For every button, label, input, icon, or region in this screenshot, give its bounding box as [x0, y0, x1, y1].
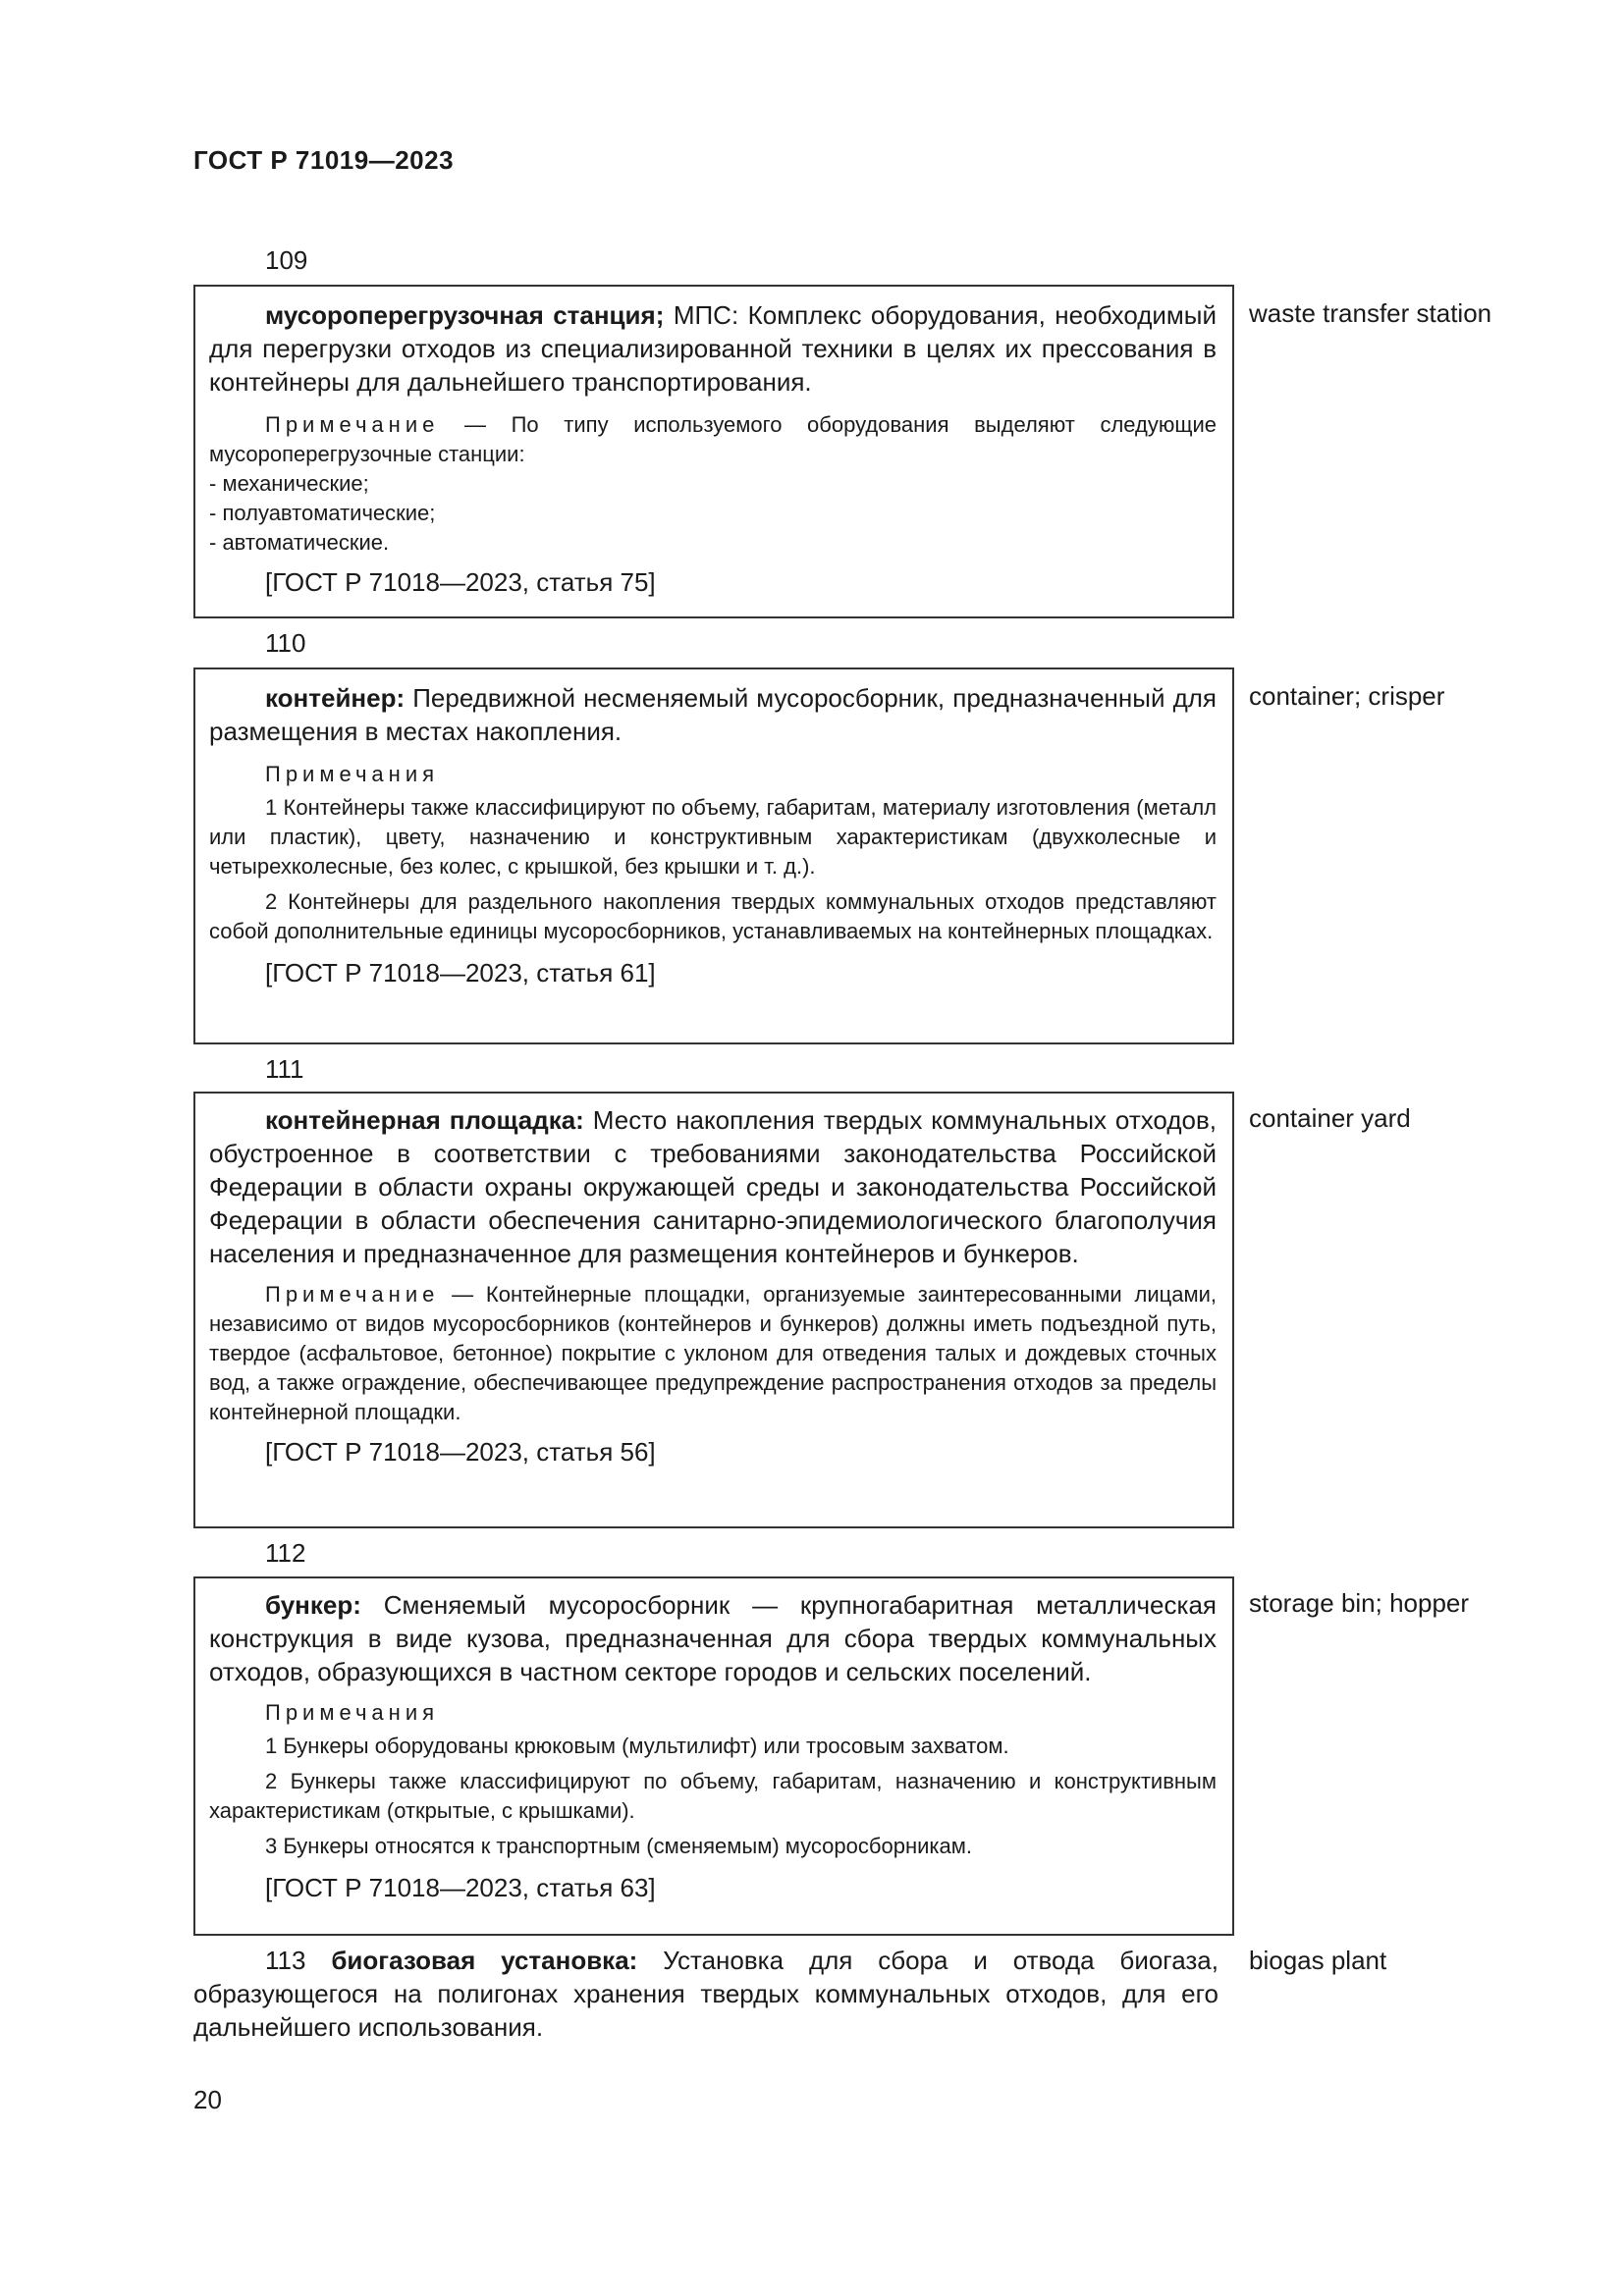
term-box [193, 667, 1234, 1044]
term-notes-heading [195, 760, 1232, 789]
english-equivalent: biogas plant [1249, 1946, 1387, 1975]
term-number: 111 [265, 1054, 304, 1084]
note-label: Примечания [265, 1700, 440, 1725]
term-definition: мусороперегрузочная станция; МПС: Комплекс оборудования, необходимый для перегрузки отходов из специализированной техники в целях их прессования в контейнеры для дальнейшего транспортирования. [209, 300, 1217, 397]
english-equivalent: container yard [1249, 1103, 1411, 1133]
term-notes-heading [195, 1698, 1232, 1728]
term-name: контейнер: [265, 683, 406, 713]
term-note: 2 Бункеры также классифицируют по объему, габаритам, назначению и конструктивным характеристикам (открытые, с крышками). [209, 1769, 1217, 1823]
term-name: мусороперегрузочная станция; [265, 300, 665, 330]
term-note: 1 Контейнеры также классифицируют по объему, габаритам, материалу изготовления (металл или пластик), цвету, назначению и конструктивным характеристикам (двухколесные и четырехколесные, без колес, с крышкой, без крышки и т. д.). [209, 795, 1217, 879]
term-box [193, 1576, 1234, 1936]
english-equivalent: waste transfer station [1249, 298, 1492, 328]
term-number: 112 [265, 1538, 306, 1568]
term-note: 3 Бункеры относятся к транспортным (сменяемым) мусоросборникам. [265, 1834, 972, 1858]
term-definition: 113 биогазовая установка: Установка для сбора и отвода биогаза, образующегося на полигонах хранения твердых коммунальных отходов, для его дальнейшего использования. [193, 1946, 1218, 2042]
note-label: Примечание [265, 1282, 440, 1307]
term-source: [ГОСТ Р 71018—2023, статья 61] [265, 958, 656, 988]
term-source: [ГОСТ Р 71018—2023, статья 75] [265, 567, 656, 597]
term-number: 113 [265, 1946, 306, 1975]
term-note: 2 Контейнеры для раздельного накопления твердых коммунальных отходов представляют собой дополнительные единицы мусоросборников, устанавливаемых на контейнерных площадках. [209, 889, 1217, 943]
note-list-item: - механические; [209, 471, 369, 496]
term-name: биогазовая установка: [331, 1946, 638, 1975]
note-label: Примечания [265, 762, 440, 786]
term-name: контейнерная площадка: [265, 1105, 584, 1135]
note-list-item: - автоматические. [209, 530, 390, 555]
note-list-item: - полуавтоматические; [209, 501, 436, 525]
term-number: 110 [265, 628, 306, 658]
term-source: [ГОСТ Р 71018—2023, статья 56] [265, 1437, 656, 1467]
term-note: Примечание — Контейнерные площадки, организуемые заинтересованными лицами, независимо от видов мусоросборников (контейнеров и бункеров) должны иметь подъездной путь, твердое (асфальтовое, бетонное) покрытие с уклоном для отведения талых и дождевых сточных вод, а также ограждение, обеспечивающее предупреждение распространения отходов за пределы контейнерной площадки. [209, 1282, 1217, 1424]
term-definition: контейнерная площадка: Место накопления твердых коммунальных отходов, обустроенное в соответствии с требованиями законодательства Российской Федерации в области охраны окружающей среды и законодательства Российской Федерации в области обеспечения санитарно-эпидемиологического благополучия населения и предназначенное для размещения контейнеров и бункеров. [209, 1105, 1217, 1268]
term-source: [ГОСТ Р 71018—2023, статья 63] [265, 1873, 656, 1902]
term-definition: бункер: Сменяемый мусоросборник — крупногабаритная металлическая конструкция в виде кузова, предназначенная для сбора твердых коммунальных отходов, образующихся в частном секторе городов и сельских поселений. [209, 1590, 1217, 1686]
term-note: 1 Бункеры оборудованы крюковым (мультилифт) или тросовым захватом. [265, 1734, 1009, 1758]
page-number: 20 [193, 2085, 222, 2114]
term-definition: контейнер: Передвижной несменяемый мусоросборник, предназначенный для размещения в местах накопления. [209, 683, 1217, 746]
english-equivalent: container; crisper [1249, 681, 1445, 711]
term-box [193, 285, 1234, 618]
document-header: ГОСТ Р 71019—2023 [193, 145, 455, 175]
english-equivalent: storage bin; hopper [1249, 1588, 1470, 1618]
note-label: Примечание [265, 412, 440, 437]
term-name: бункер: [265, 1590, 361, 1620]
term-box [193, 1092, 1234, 1528]
term-number: 109 [265, 245, 308, 275]
term-note: Примечание — По типу используемого оборудования выделяют следующие мусороперегрузочные станции: [209, 412, 1217, 466]
